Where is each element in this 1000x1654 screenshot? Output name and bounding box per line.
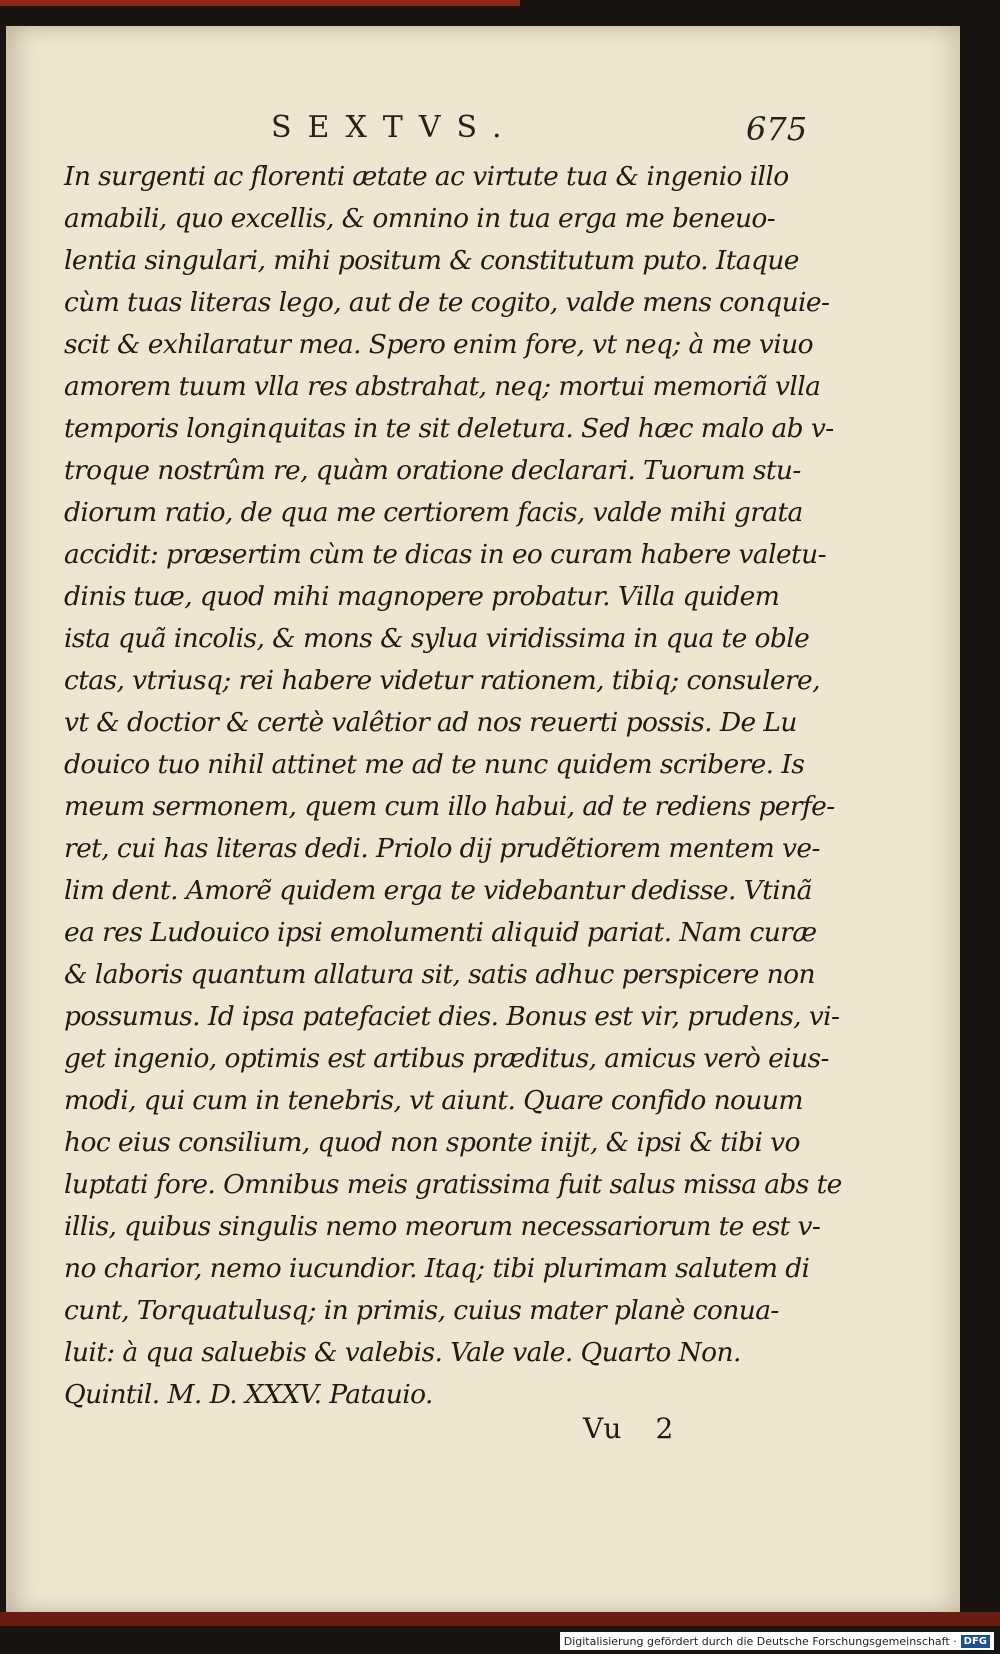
text-line: lentia singulari, mihi positum & constitutum puto. Itaque: [64, 245, 799, 276]
text-line: scit & exhilaratur mea. Spero enim fore, vt neq; à me viuo: [64, 329, 813, 360]
text-line: amorem tuum vlla res abstrahat, neq; mortui memoriã vlla: [64, 371, 821, 402]
text-line: dinis tuæ, quod mihi magnopere probatur. Villa quidem: [64, 581, 780, 612]
text-line: possumus. Id ipsa patefaciet dies. Bonus est vir, prudens, vi-: [64, 1001, 840, 1032]
running-head: SEXTVS.: [271, 110, 518, 145]
page-number: 675: [746, 110, 808, 148]
text-line: ctas, vtriusq; rei habere videtur rationem, tibiq; consulere,: [64, 665, 820, 696]
text-line: no charior, nemo iucundior. Itaq; tibi plurimam salutem di: [64, 1253, 810, 1284]
body-text: [64, 156, 864, 1416]
book-page: [6, 26, 960, 1614]
text-line: hoc eius consilium, quod non sponte inijt, & ipsi & tibi vo: [64, 1127, 800, 1158]
text-line: & laboris quantum allatura sit, satis adhuc perspicere non: [64, 959, 815, 990]
text-line: lim dent. Amorẽ quidem erga te videbantur dedisse. Vtinã: [64, 875, 812, 906]
text-line: cunt, Torquatulusq; in primis, cuius mater planè conua-: [64, 1295, 779, 1326]
text-line: get ingenio, optimis est artibus præditus, amicus verò eius-: [64, 1043, 829, 1074]
dfg-logo: DFG: [961, 1635, 990, 1648]
text-line: diorum ratio, de qua me certiorem facis, valde mihi grata: [64, 497, 803, 528]
text-line: ista quã incolis, & mons & sylua viridissima in qua te oble: [64, 623, 810, 654]
text-line: cùm tuas literas lego, aut de te cogito, valde mens conquie-: [64, 287, 830, 318]
text-line: troque nostrûm re, quàm oratione declarari. Tuorum stu-: [64, 455, 801, 486]
text-line: temporis longinquitas in te sit deletura. Sed hæc malo ab v-: [64, 413, 834, 444]
credit-text: Digitalisierung gefördert durch die Deutsche Forschungsgemeinschaft ·: [563, 1634, 957, 1648]
text-line: modi, qui cum in tenebris, vt aiunt. Quare confido nouum: [64, 1085, 803, 1116]
text-line: amabili, quo excellis, & omnino in tua erga me beneuo-: [64, 203, 776, 234]
page-edge-bottom: [0, 1612, 1000, 1626]
text-line: luit: à qua saluebis & valebis. Vale vale. Quarto Non.: [64, 1337, 741, 1368]
signature-mark: [583, 1412, 675, 1445]
signature-number: 2: [655, 1412, 676, 1445]
text-line: accidit: præsertim cùm te dicas in eo curam habere valetu-: [64, 539, 826, 570]
text-line: douico tuo nihil attinet me ad te nunc quidem scribere. Is: [64, 749, 805, 780]
page-header: [6, 88, 960, 148]
text-line: luptati fore. Omnibus meis gratissima fuit salus missa abs te: [64, 1169, 842, 1200]
page-edge-top: [0, 0, 520, 6]
signature-letters: Vu: [583, 1412, 624, 1445]
text-line: ea res Ludouico ipsi emolumenti aliquid pariat. Nam curæ: [64, 917, 817, 948]
digitization-credit: [560, 1632, 994, 1650]
text-line: In surgenti ac florenti ætate ac virtute tua & ingenio illo: [64, 161, 789, 192]
text-line: illis, quibus singulis nemo meorum necessariorum te est v-: [64, 1211, 821, 1242]
text-line: meum sermonem, quem cum illo habui, ad te rediens perfe-: [64, 791, 835, 822]
text-line: ret, cui has literas dedi. Priolo dij prudẽtiorem mentem ve-: [64, 833, 820, 864]
text-line: Quintil. M. D. XXXV. Patauio.: [64, 1379, 433, 1410]
text-line: vt & doctior & certè valêtior ad nos reuerti possis. De Lu: [64, 707, 797, 738]
